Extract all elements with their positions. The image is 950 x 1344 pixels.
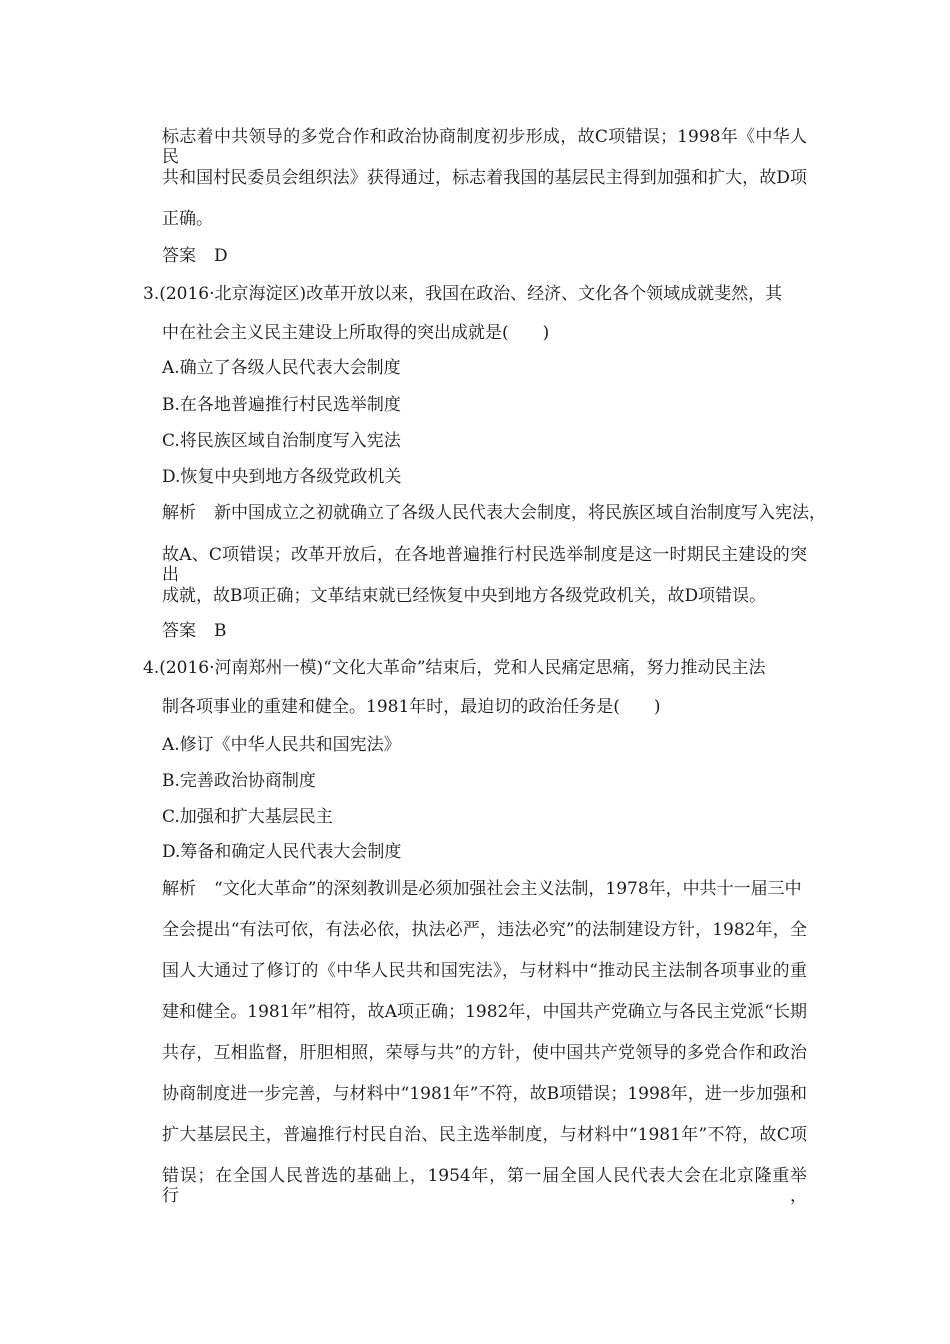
analysis-line: 建和健全。1981年”相符，故A项正确；1982年，中国共产党确立与各民主党派“长期 xyxy=(162,1002,807,1022)
option-b: B.完善政治协商制度 xyxy=(162,771,316,791)
answer-value: D xyxy=(214,246,228,266)
analysis-line: 错误；在全国人民普选的基础上，1954年，第一届全国人民代表大会在北京隆重举行， xyxy=(162,1166,807,1206)
answer-value: B xyxy=(214,621,227,641)
answer-row xyxy=(162,621,227,641)
option-d: D.恢复中央到地方各级党政机关 xyxy=(162,467,402,487)
analysis-text: “文化大革命”的深刻教训是必须加强社会主义法制，1978年，中共十一届三中 xyxy=(214,879,802,899)
question-stem: 3.(2016·北京海淀区)改革开放以来，我国在政治、经济、文化各个领域成就斐然，其 xyxy=(143,284,783,304)
option-a: A.修订《中华人民共和国宪法》 xyxy=(162,735,401,755)
answer-row xyxy=(162,246,228,266)
analysis-label: 解析 xyxy=(162,503,196,523)
option-a: A.确立了各级人民代表大会制度 xyxy=(162,358,401,378)
option-d: D.筹备和确定人民代表大会制度 xyxy=(162,842,402,862)
analysis-line: 国人大通过了修订的《中华人民共和国宪法》，与材料中“推动民主法制各项事业的重 xyxy=(162,961,807,981)
option-b: B.在各地普遍推行村民选举制度 xyxy=(162,395,401,415)
question-stem: 4.(2016·河南郑州一模)“文化大革命”结束后，党和人民痛定思痛，努力推动民主法 xyxy=(143,658,766,678)
analysis-label: 解析 xyxy=(162,879,196,899)
answer-label: 答案 xyxy=(162,621,196,641)
prev-explanation-line: 标志着中共领导的多党合作和政治协商制度初步形成，故C项错误；1998年《中华人民 xyxy=(162,127,807,167)
analysis-row xyxy=(162,879,802,899)
analysis-line: 扩大基层民主，普遍推行村民自治、民主选举制度，与材料中“1981年”不符，故C项 xyxy=(162,1125,807,1145)
question-stem: 中在社会主义民主建设上所取得的突出成就是( ) xyxy=(162,323,550,343)
analysis-line: 协商制度进一步完善，与材料中“1981年”不符，故B项错误；1998年，进一步加强和 xyxy=(162,1084,807,1104)
analysis-text: 新中国成立之初就确立了各级人民代表大会制度，将民族区域自治制度写入宪法， xyxy=(214,503,826,523)
option-c: C.将民族区域自治制度写入宪法 xyxy=(162,431,401,451)
question-stem: 制各项事业的重建和健全。1981年时，最迫切的政治任务是( ) xyxy=(162,697,661,717)
analysis-line: 全会提出“有法可依，有法必依，执法必严，违法必究”的法制建设方针，1982年，全 xyxy=(162,920,807,940)
analysis-row xyxy=(162,503,826,523)
analysis-line: 故A、C项错误；改革开放后，在各地普遍推行村民选举制度是这一时期民主建设的突出 xyxy=(162,545,807,585)
answer-label: 答案 xyxy=(162,246,196,266)
analysis-line: 成就，故B项正确；文革结束就已经恢复中央到地方各级党政机关，故D项错误。 xyxy=(162,586,767,606)
option-c: C.加强和扩大基层民主 xyxy=(162,807,333,827)
prev-explanation-line: 共和国村民委员会组织法》获得通过，标志着我国的基层民主得到加强和扩大，故D项 xyxy=(162,168,807,188)
analysis-line: 共存，互相监督，肝胆相照，荣辱与共”的方针，使中国共产党领导的多党合作和政治 xyxy=(162,1043,807,1063)
prev-explanation-line: 正确。 xyxy=(162,209,213,229)
